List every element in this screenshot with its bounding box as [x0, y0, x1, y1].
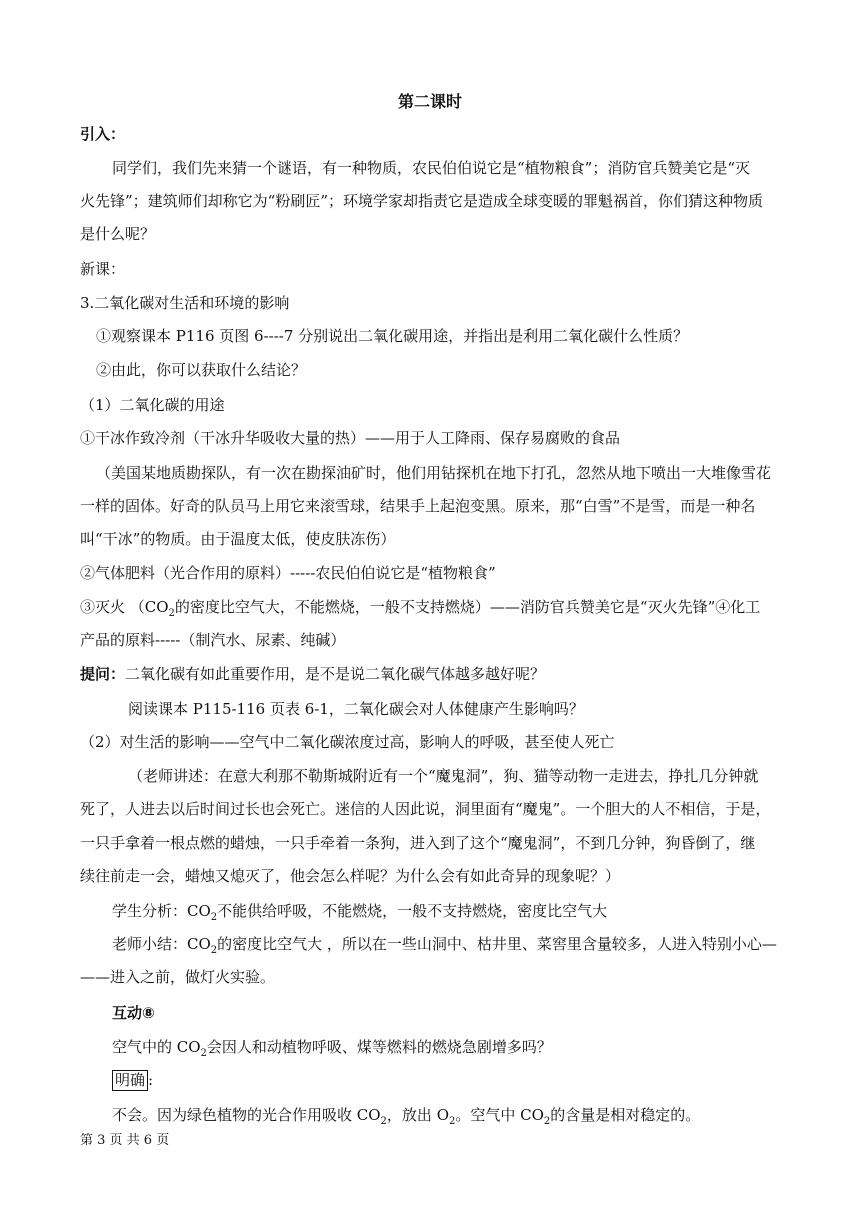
- observe-item: ①观察课本 P116 页图 6----7 分别说出二氧化碳用途，并指出是利用二氧化碳什么性质？: [96, 327, 689, 345]
- answer-part-1: 不会。因为绿色植物的光合作用吸收 CO: [112, 1106, 381, 1124]
- story-line-2: 一样的固体。好奇的队员马上用它来滚雪球，结果手上起泡变黑。原来，那“白雪”不是雪，而是一种名: [80, 497, 756, 515]
- new-lesson-heading: 新课：: [80, 260, 126, 278]
- teacher-story-line-1: （老师讲述：在意大利那不勒斯城附近有一个“魔鬼洞”，狗、猫等动物一走进去，挣扎几分钟就: [128, 767, 759, 785]
- conclusion-item: ②由此，你可以获取什么结论？: [96, 361, 307, 379]
- question-line: [80, 664, 780, 684]
- student-analysis-part-2: 不能供给呼吸，不能燃烧，一般不支持燃烧，密度比空气大: [217, 902, 608, 920]
- answer-sub-3: 2: [543, 1116, 551, 1127]
- reading-task: 阅读课本 P115-116 页表 6-1，二氧化碳会对人体健康产生影响吗？: [128, 700, 584, 718]
- clarify-colon: :: [148, 1071, 154, 1089]
- section-3-heading: 3.二氧化碳对生活和环境的影响: [80, 294, 290, 312]
- answer-line: [112, 1105, 812, 1125]
- answer-sub-1: 2: [380, 1116, 387, 1127]
- teacher-story-line-3: 一只手拿着一根点燃的蜡烛，一只手牵着一条狗，进入到了这个“魔鬼洞”，不到几分钟，狗昏倒了，继: [80, 834, 756, 852]
- raw-material-item: 产品的原料-----（制汽水、尿素、纯碱）: [80, 631, 346, 649]
- clarify-line: [112, 1070, 812, 1091]
- air-question: [112, 1037, 812, 1057]
- student-analysis-part-1: 学生分析：CO: [112, 902, 211, 920]
- teacher-story-line-2: 死了，人进去以后时间过长也会死亡。迷信的人因此说，洞里面有“魔鬼”。一个胆大的人不相信，于是，: [80, 800, 771, 818]
- question-label: 提问：: [80, 665, 126, 683]
- air-question-part-1: 空气中的 CO: [112, 1038, 201, 1056]
- teacher-summary-sub: 2: [210, 945, 218, 956]
- answer-part-2: ，放出 O: [386, 1106, 449, 1124]
- fertilizer-item: ②气体肥料（光合作用的原料）-----农民伯伯说它是“植物粮食”: [80, 564, 496, 582]
- teacher-story-line-4: 续往前走一会，蜡烛又熄灭了，他会怎么样呢？为什么会有如此奇异的现象呢？）: [80, 867, 621, 885]
- page-footer: 第 3 页 共 6 页: [80, 1133, 170, 1148]
- page-title: 第二课时: [397, 92, 462, 111]
- fire-item-sub: 2: [168, 608, 175, 619]
- student-analysis: [112, 901, 812, 921]
- fire-item-part-1: ③灭火 （CO: [80, 598, 169, 616]
- air-question-sub: 2: [200, 1048, 207, 1059]
- answer-part-4: 的含量是相对稳定的。: [550, 1106, 701, 1124]
- teacher-summary-part-1: 老师小结：CO: [112, 935, 211, 953]
- student-analysis-sub: 2: [210, 912, 218, 923]
- air-question-part-2: 会因人和动植物呼吸、煤等燃料的燃烧急剧增多吗？: [206, 1038, 552, 1056]
- teacher-summary-line-1: [112, 934, 812, 954]
- answer-part-3: 。空气中 CO: [455, 1106, 544, 1124]
- story-line-3: 叫“干冰”的物质。由于温度太低，使皮肤冻伤）: [80, 530, 396, 548]
- story-line-1: （美国某地质勘探队，有一次在勘探油矿时，他们用钻探机在地下打孔，忽然从地下喷出一大堆像雪花: [96, 464, 772, 482]
- intro-paragraph-line-2: 火先锋”；建筑师们却称它为“粉刷匠”；环境学家却指责它是造成全球变暖的罪魁祸首，你们猜这种物质: [80, 192, 764, 210]
- dry-ice-item: ①干冰作致冷剂（干冰升华吸收大量的热）——用于人工降雨、保存易腐败的食品: [80, 429, 621, 447]
- interaction-heading: 互动⑧: [112, 1004, 155, 1022]
- impact-heading: （2）对生活的影响——空气中二氧化碳浓度过高，影响人的呼吸，甚至使人死亡: [80, 733, 615, 751]
- intro-paragraph-line-3: 是什么呢？: [80, 225, 156, 243]
- teacher-summary-line-2: ——进入之前，做灯火实验。: [80, 968, 276, 986]
- teacher-summary-part-2: 的密度比空气大 ，所以在一些山洞中、枯井里、菜窖里含量较多，人进入特别小心—: [217, 935, 777, 953]
- fire-item-part-2: 的密度比空气大，不能燃烧，一般不支持燃烧）——消防官兵赞美它是“灭火先锋”④化工: [174, 598, 761, 616]
- clarify-label: 明确: [112, 1070, 148, 1091]
- question-text: 二氧化碳有如此重要作用，是不是说二氧化碳气体越多越好呢？: [125, 665, 546, 683]
- uses-heading: （1）二氧化碳的用途: [80, 396, 225, 414]
- fire-item: [80, 597, 780, 617]
- intro-paragraph-line-1: 同学们，我们先来猜一个谜语，有一种物质，农民伯伯说它是“植物粮食”；消防官兵赞美它是“灭: [112, 159, 751, 177]
- intro-heading: 引入：: [80, 125, 126, 143]
- answer-sub-2: 2: [449, 1116, 456, 1127]
